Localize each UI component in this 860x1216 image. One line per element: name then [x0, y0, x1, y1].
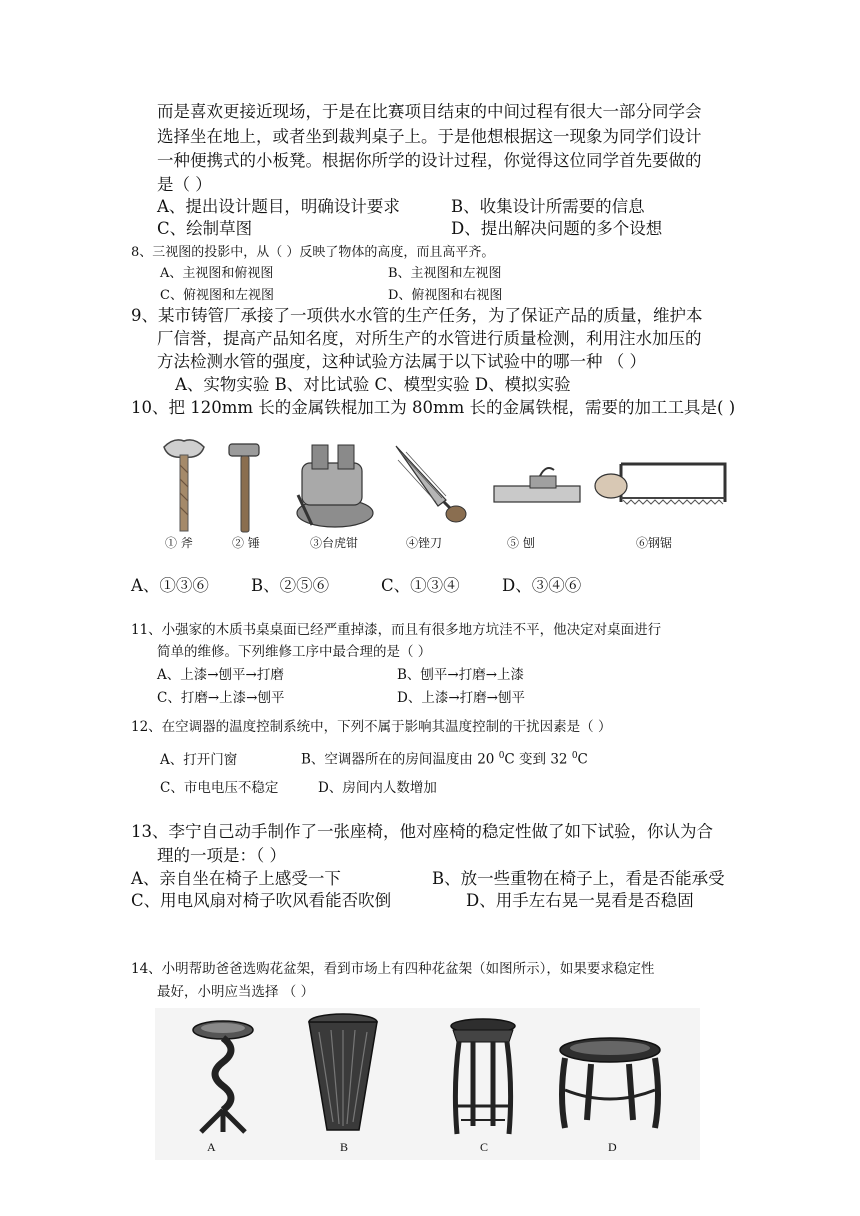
q7-line-4: 是（ ） [157, 175, 212, 194]
q13-option-c: C、用电风扇对椅子吹风看能否吹倒 [131, 891, 392, 910]
q9-options: A、实物实验 B、对比试验 C、模型实验 D、模拟实验 [175, 375, 571, 394]
q11-option-d: D、上漆→打磨→刨平 [397, 690, 525, 706]
tool-label-3: ③台虎钳 [310, 536, 359, 550]
tool-label-4: ④锉刀 [406, 536, 443, 550]
q7-line-3: 一种便携式的小板凳。根据你所学的设计过程，你觉得这位同学首先要做的 [157, 151, 702, 170]
q12-option-b [301, 752, 588, 767]
degree-mark-1: 0 [498, 751, 505, 761]
vise-icon [290, 435, 380, 535]
q9-line-3: 方法检测水管的强度，这种试验方法属于以下试验中的哪一种 （ ） [157, 352, 646, 371]
flower-stand-a-icon [183, 1016, 263, 1136]
q11-line-1: 11、小强家的木质书桌桌面已经严重掉漆，而且有很多地方坑洼不平，他决定对桌面进行 [131, 622, 662, 638]
q11-option-b: B、刨平→打磨→上漆 [397, 667, 525, 683]
q8-option-d: D、俯视图和右视图 [388, 288, 503, 303]
q9-line-2: 厂信誉，提高产品知名度，对所生产的水管进行质量检测，利用注水加压的 [157, 329, 702, 348]
q8-stem: 8、三视图的投影中，从（ ）反映了物体的高度，而且高平齐。 [131, 245, 495, 260]
q7-option-c: C、绘制草图 [157, 219, 253, 238]
q7-option-d: D、提出解决问题的多个设想 [451, 219, 663, 238]
q10-option-a: A、①③⑥ [131, 576, 209, 595]
q12-option-a: A、打开门窗 [160, 752, 238, 768]
hammer-icon [225, 440, 265, 535]
q13-option-b: B、放一些重物在椅子上，看是否能承受 [432, 869, 725, 888]
q13-line-1: 13、李宁自己动手制作了一张座椅，他对座椅的稳定性做了如下试验，你认为合 [131, 822, 713, 841]
flower-stand-b-label: B [340, 1140, 349, 1154]
q11-line-2: 简单的维修。下列维修工序中最合理的是（ ） [157, 644, 432, 660]
q10-option-d: D、③④⑥ [502, 576, 582, 595]
q12-option-b-text-1: B、空调器所在的房间温度由 20 [301, 751, 499, 768]
flower-stand-b-icon [303, 1012, 383, 1136]
flower-stand-c-icon [443, 1016, 523, 1140]
tool-label-6: ⑥钢锯 [636, 536, 673, 550]
flower-stand-d-label: D [608, 1140, 617, 1154]
q7-line-1: 而是喜欢更接近现场，于是在比赛项目结束的中间过程有很大一部分同学会 [157, 102, 702, 121]
axe-icon [160, 435, 208, 535]
flower-stand-a-label: A [207, 1140, 216, 1154]
q12-option-d: D、房间内人数增加 [318, 780, 437, 796]
q8-option-b: B、主视图和左视图 [388, 266, 502, 281]
flower-stand-c-label: C [480, 1140, 489, 1154]
flower-stands-illustration [155, 1008, 700, 1160]
tool-label-1: ① 斧 [165, 536, 193, 550]
file-icon [390, 440, 470, 530]
plane-icon [490, 460, 585, 520]
q7-line-2: 选择坐在地上，或者坐到裁判桌子上。于是他想根据这一现象为同学们设计 [157, 127, 702, 146]
q14-line-1: 14、小明帮助爸爸选购花盆架，看到市场上有四种花盆架（如图所示），如果要求稳定性 [131, 961, 655, 977]
q10-stem: 10、把 120mm 长的金属铁棍加工为 80mm 长的金属铁棍，需要的加工工具是( ) [131, 398, 736, 417]
hacksaw-icon [593, 450, 733, 520]
q9-line-1: 9、某市铸管厂承接了一项供水水管的生产任务，为了保证产品的质量，维护本 [131, 306, 703, 325]
tools-illustration [155, 430, 745, 540]
flower-stand-d-icon [555, 1036, 665, 1136]
q12-option-b-text-3: C [577, 751, 588, 768]
q8-option-a: A、主视图和俯视图 [160, 266, 274, 281]
q12-option-c: C、市电电压不稳定 [160, 780, 279, 796]
q11-option-a: A、上漆→刨平→打磨 [157, 667, 284, 683]
q10-option-b: B、②⑤⑥ [251, 576, 330, 595]
q13-option-d: D、用手左右晃一晃看是否稳固 [466, 891, 694, 910]
q12-stem: 12、在空调器的温度控制系统中，下列不属于影响其温度控制的干扰因素是（ ） [131, 719, 612, 735]
q13-option-a: A、亲自坐在椅子上感受一下 [131, 869, 341, 888]
q7-option-b: B、收集设计所需要的信息 [451, 197, 645, 216]
tool-label-2: ② 锤 [232, 536, 260, 550]
q7-option-a: A、提出设计题目，明确设计要求 [157, 197, 400, 216]
q10-option-c: C、①③④ [381, 576, 460, 595]
tool-label-5: ⑤ 刨 [507, 536, 535, 550]
q8-option-c: C、俯视图和左视图 [160, 288, 274, 303]
q13-line-2: 理的一项是：（ ） [157, 846, 286, 865]
q11-option-c: C、打磨→上漆→刨平 [157, 690, 285, 706]
degree-mark-2: 0 [571, 751, 578, 761]
q12-option-b-text-2: C 变到 32 [504, 751, 572, 768]
q14-line-2: 最好，小明应当选择 （ ） [157, 984, 315, 1000]
